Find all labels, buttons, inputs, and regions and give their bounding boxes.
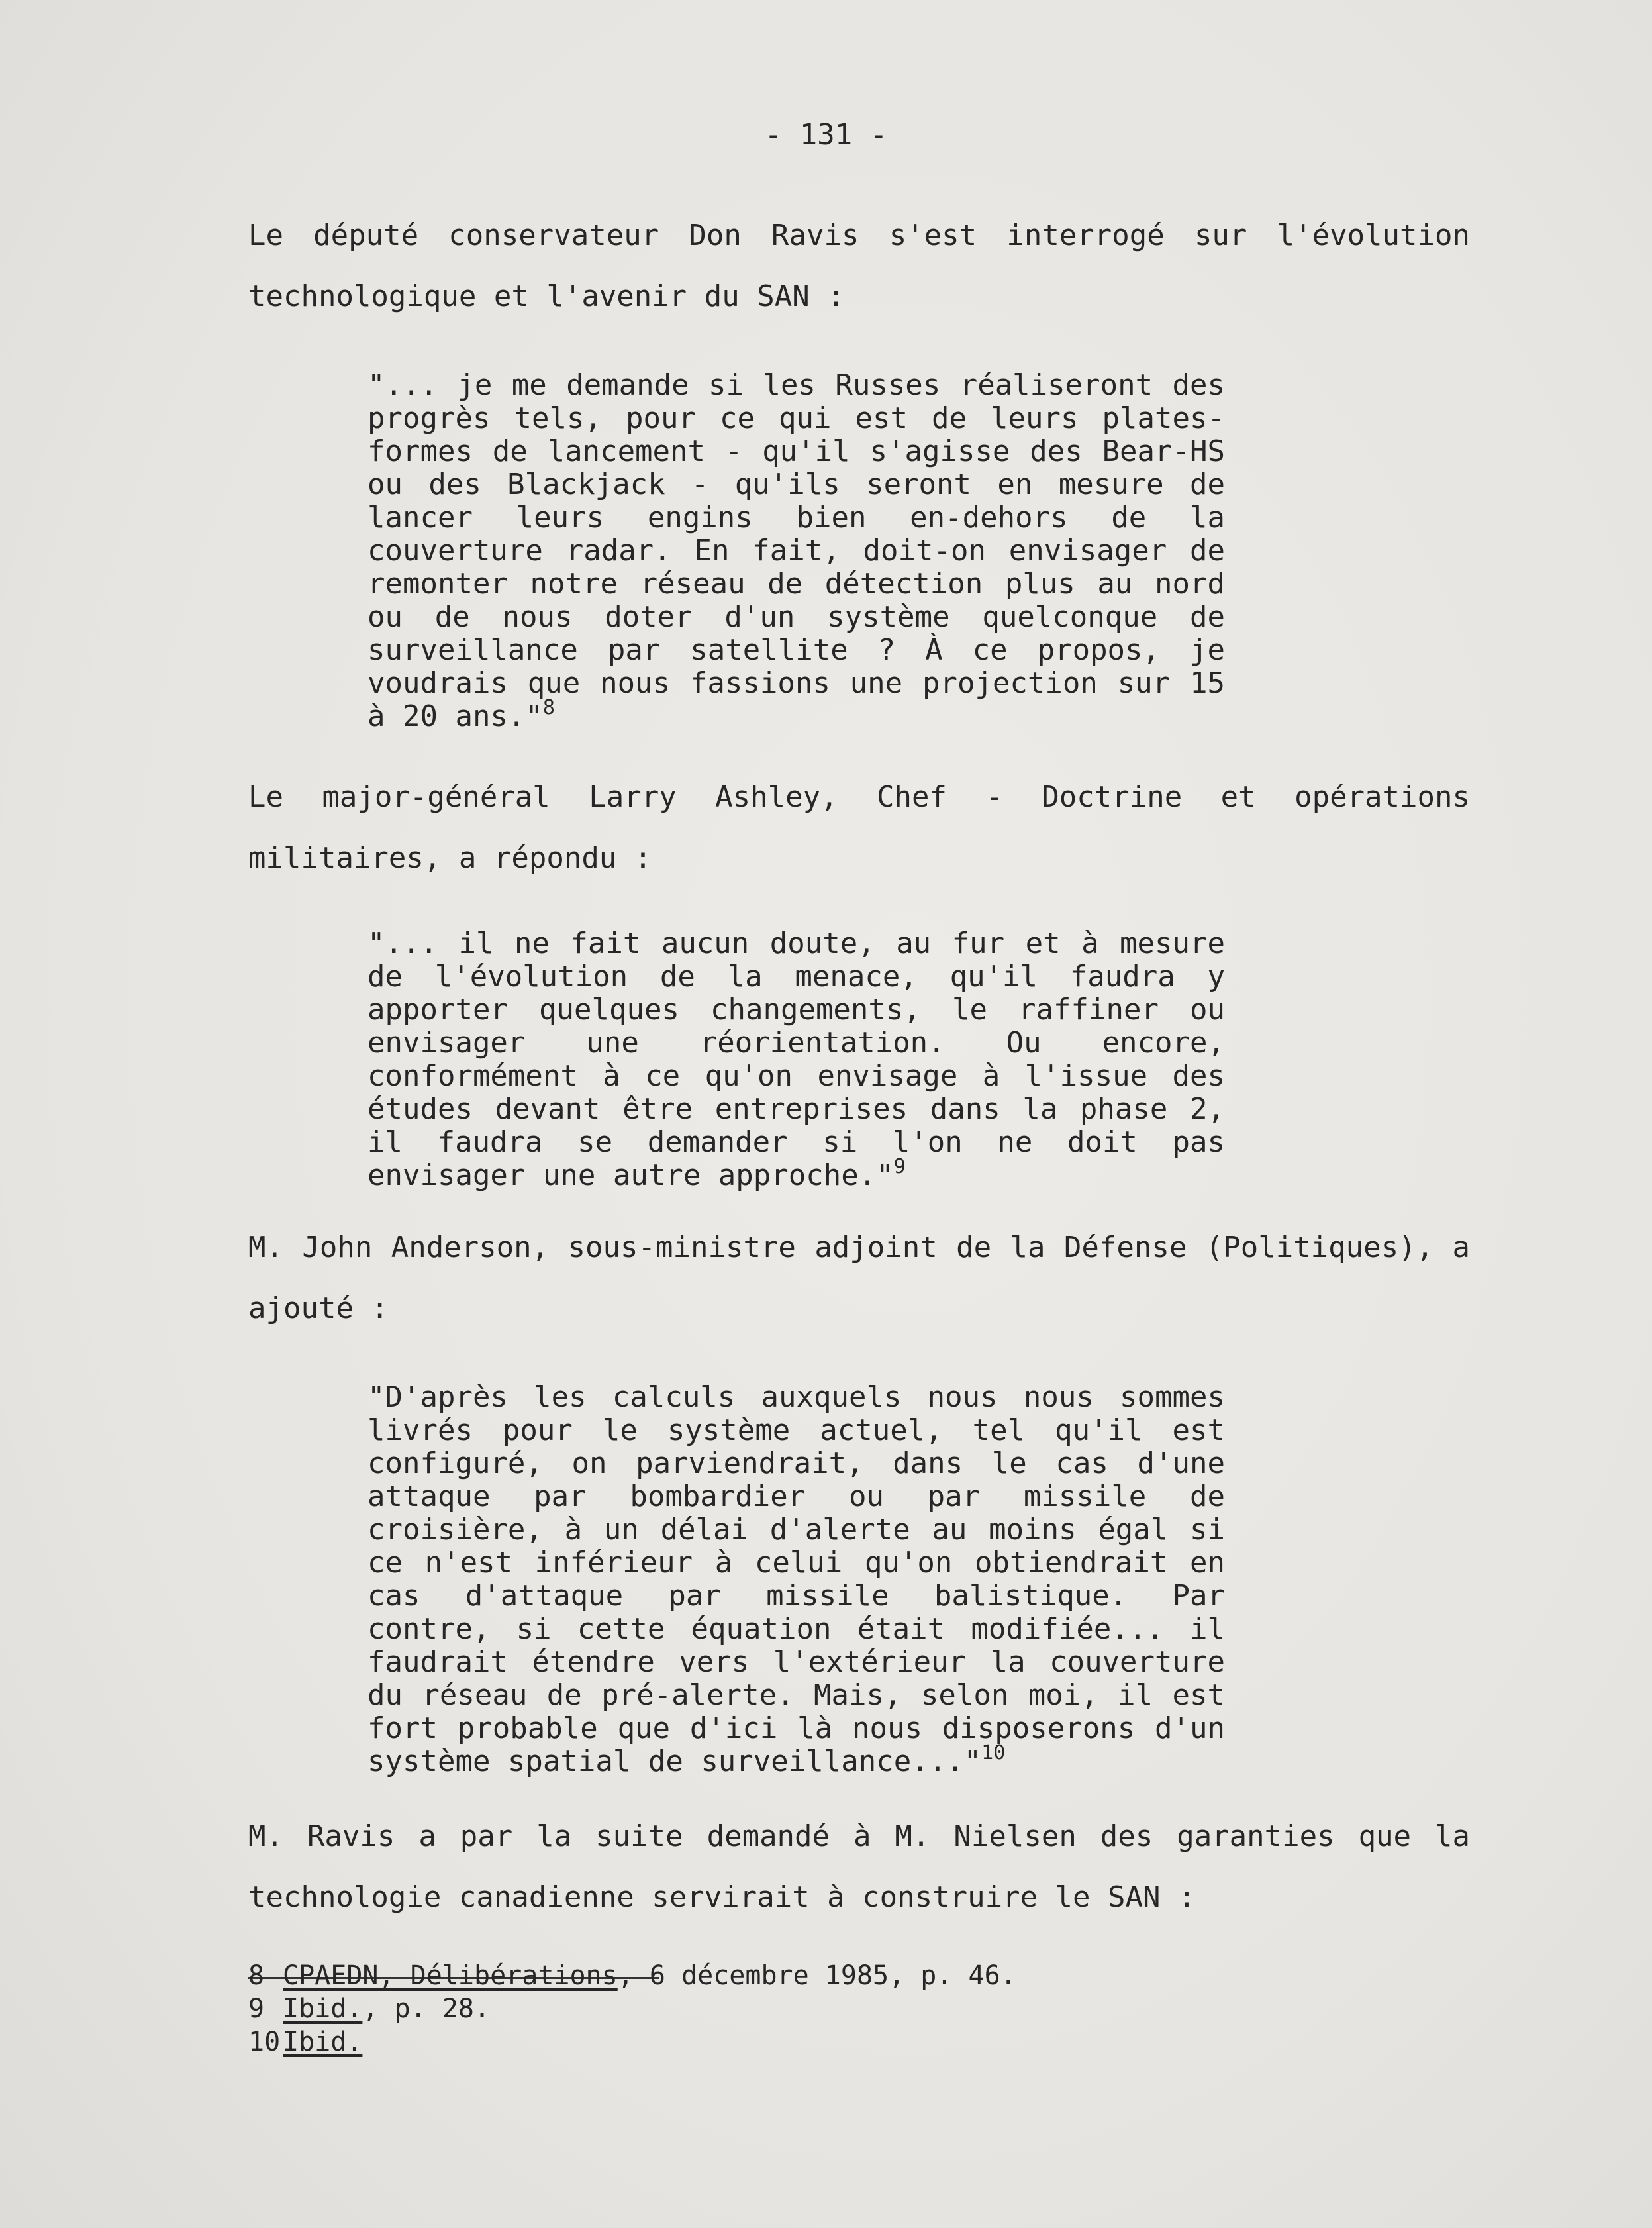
paragraph-1: Le député conservateur Don Ravis s'est interrogé sur l'évolution technologique et l'avenir du SAN : (248, 219, 1470, 313)
footnote-ref-9: 9 (893, 1155, 906, 1178)
footnote-source: Ibid. (283, 1994, 363, 2024)
quote-3-text: "D'après les calculs auxquels nous nous sommes livrés pour le système actuel, tel qu'il est configuré, on parviendrait, dans le cas d'une attaque par bombardier ou par missile de croisière, à un délai d'alerte au moins égal si ce n'est inférieur à celui qu'on obtiendrait en cas d'attaque par missile balistique. Par contre, si cette équation était modifiée... il faudrait étendre vers l'extérieur la couverture du réseau de pré-alerte. Mais, selon moi, il est fort probable que d'ici là nous disposerons d'un système spatial de surveillance..." (367, 1380, 1225, 1778)
quote-2 (367, 927, 1225, 1192)
footnote-number: 8 (248, 1960, 265, 1991)
footnote-detail: , p. 28. (362, 1994, 491, 2024)
quote-1-text: "... je me demande si les Russes réaliseront des progrès tels, pour ce qui est de leurs plates-formes de lancement - qu'il s'agisse des Bear-HS ou des Blackjack - qu'ils seront en mesure de lancer leurs engins bien en-dehors de la couverture radar. En fait, doit-on envisager de remonter notre réseau de détection plus au nord ou de nous doter d'un système quelconque de surveillance par satellite ? À ce propos, je voudrais que nous fassions une projection sur 15 à 20 ans." (367, 368, 1225, 733)
footnote-10 (248, 2025, 362, 2058)
footnote-detail: , 6 décembre 1985, p. 46. (617, 1960, 1016, 1991)
footnote-source: Ibid. (283, 2027, 363, 2057)
page-number: - 131 - (764, 118, 888, 152)
footnote-source: CPAEDN, Délibérations (283, 1960, 618, 1991)
footnote-ref-10: 10 (981, 1741, 1006, 1764)
quote-2-text: "... il ne fait aucun doute, au fur et à mesure de l'évolution de la menace, qu'il faudra y apporter quelques changements, le raffiner ou envisager une réorientation. Ou encore, conformément à ce qu'on envisage à l'issue des études devant être entreprises dans la phase 2, il faudra se demander si l'on ne doit pas envisager une autre approche." (367, 927, 1225, 1192)
footnote-9 (248, 1992, 490, 2025)
footnote-8 (248, 1959, 1016, 1992)
paragraph-2: Le major-général Larry Ashley, Chef - Doctrine et opérations militaires, a répondu : (248, 780, 1470, 875)
footnote-ref-8: 8 (542, 696, 555, 719)
footnote-number: 9 (248, 1994, 265, 2024)
quote-1 (367, 369, 1225, 733)
paragraph-3: M. John Anderson, sous-ministre adjoint de la Défense (Politiques), a ajouté : (248, 1231, 1470, 1325)
paragraph-4: M. Ravis a par la suite demandé à M. Nielsen des garanties que la technologie canadienne servirait à construire le SAN : (248, 1819, 1470, 1914)
quote-3 (367, 1381, 1225, 1778)
footnote-number: 10 (248, 2027, 281, 2057)
